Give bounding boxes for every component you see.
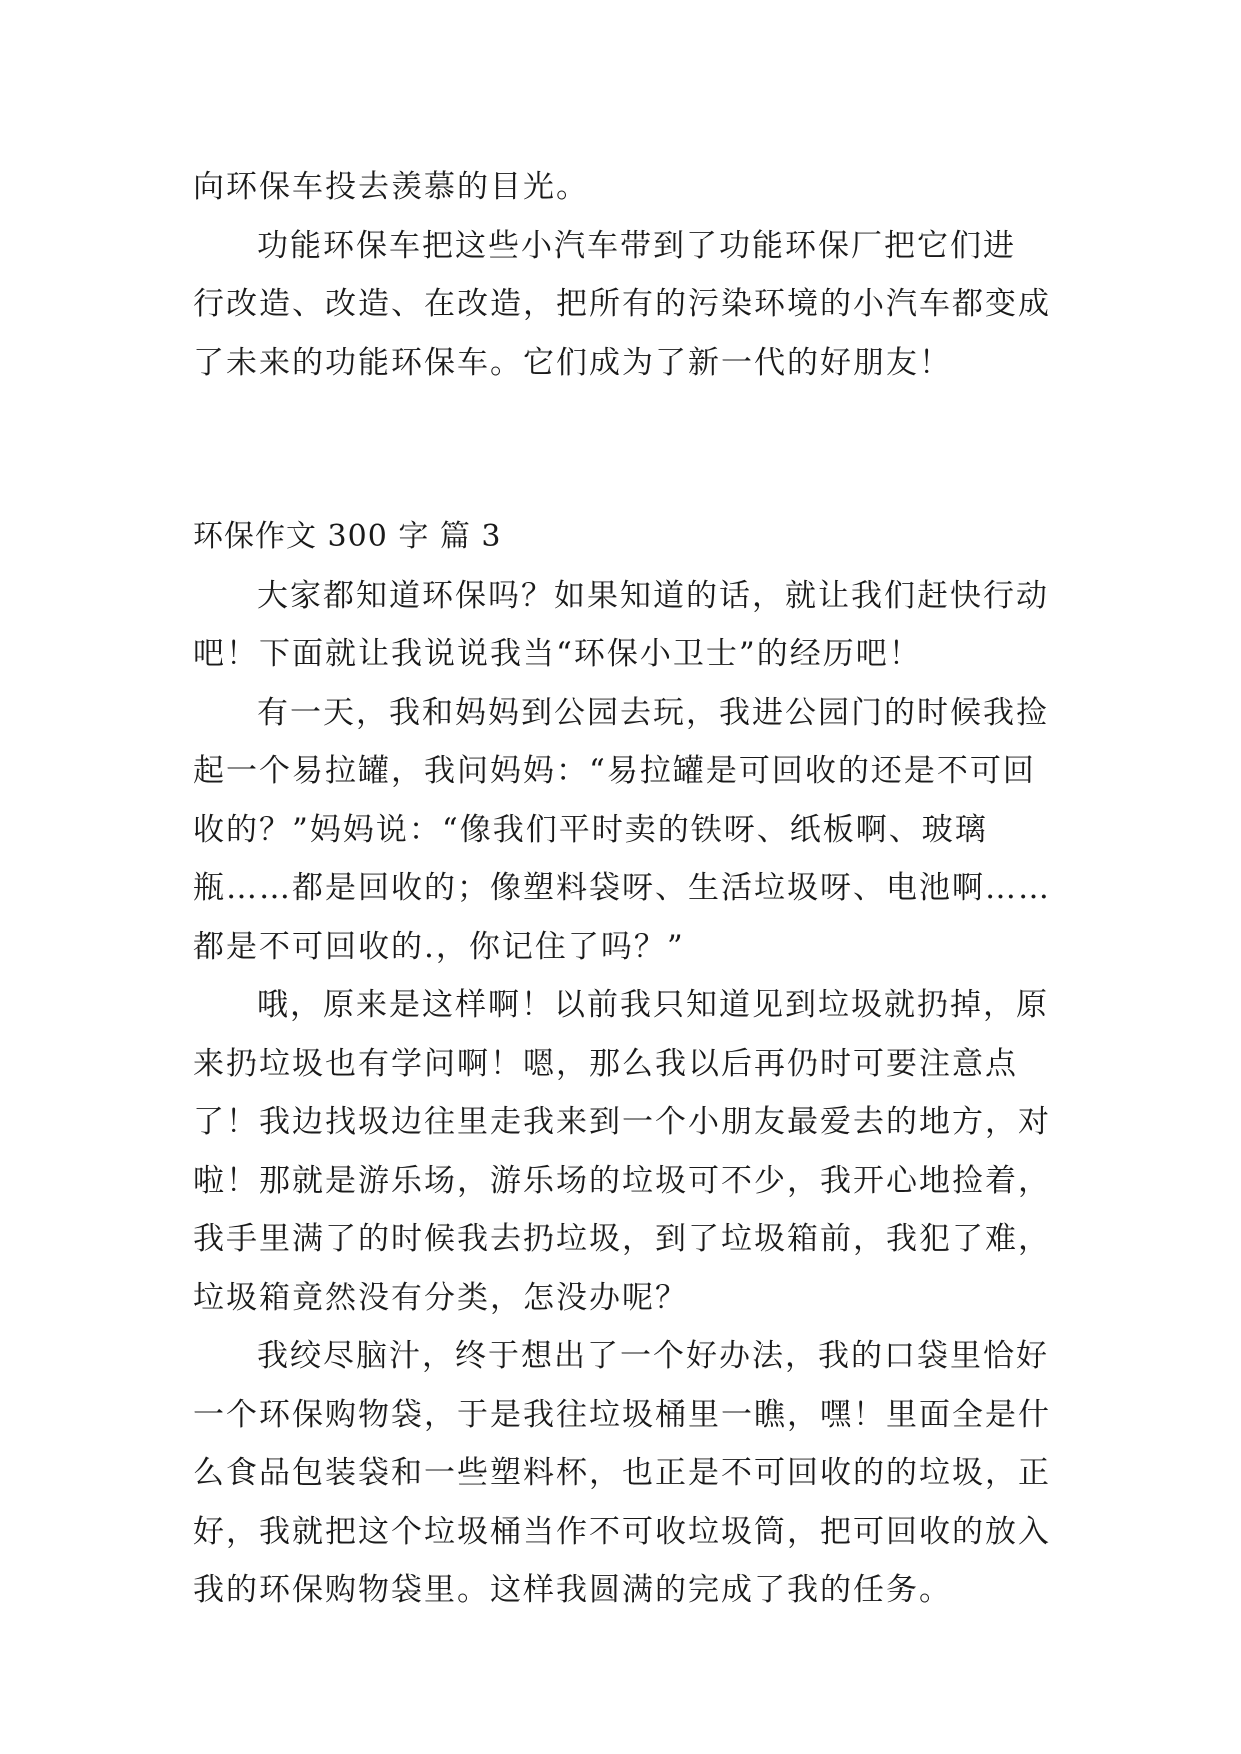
text-line: 来扔垃圾也有学问啊！嗯，那么我以后再仍时可要注意点 xyxy=(193,1045,1018,1082)
text-line: 了未来的功能环保车。它们成为了新一代的好朋友！ xyxy=(193,344,952,381)
text-line: 垃圾箱竟然没有分类，怎没办呢？ xyxy=(193,1279,688,1316)
text-line: 功能环保车把这些小汽车带到了功能环保厂把它们进 xyxy=(257,227,1016,264)
text-line: 么食品包装袋和一些塑料杯，也正是不可回收的的垃圾，正 xyxy=(193,1455,1051,1491)
text-line: 了！我边找圾边往里走我来到一个小朋友最爱去的地方，对 xyxy=(193,1104,1051,1140)
text-line: 好，我就把这个垃圾桶当作不可收垃圾筒，把可回收的放入 xyxy=(193,1513,1051,1550)
section-gap xyxy=(193,392,1053,508)
text-line: 行改造、改造、在改造，把所有的污染环境的小汽车都变成 xyxy=(193,286,1051,322)
text-line: 有一天，我和妈妈到公园去玩，我进公园门的时候我捡 xyxy=(257,694,1049,731)
text-line: 一个环保购物袋，于是我往垃圾桶里一瞧，嘿！里面全是什 xyxy=(193,1396,1051,1433)
text-line: 向环保车投去羡慕的目光。 xyxy=(193,169,589,205)
document-page xyxy=(193,158,1053,1620)
text-line: 吧！下面就让我说说我当“环保小卫士”的经历吧！ xyxy=(193,636,922,672)
text-line: 啦！那就是游乐场，游乐场的垃圾可不少，我开心地捡着， xyxy=(193,1162,1051,1199)
text-line: 我手里满了的时候我去扔垃圾，到了垃圾箱前，我犯了难， xyxy=(193,1221,1051,1257)
text-line: 我绞尽脑汁，终于想出了一个好办法，我的口袋里恰好 xyxy=(257,1338,1049,1374)
text-line: 我的环保购物袋里。这样我圆满的完成了我的任务。 xyxy=(193,1572,952,1608)
text-line: 起一个易拉罐，我问妈妈：“易拉罐是可回收的还是不可回 xyxy=(193,753,1036,789)
text-line: 哦，原来是这样啊！以前我只知道见到垃圾就扔掉，原 xyxy=(257,987,1049,1023)
text-line: 收的？”妈妈说：“像我们平时卖的铁呀、纸板啊、玻璃 xyxy=(193,811,988,848)
text-line: 大家都知道环保吗？如果知道的话，就让我们赶快行动 xyxy=(257,577,1049,614)
section-title: 环保作文 300 字 篇 3 xyxy=(193,519,502,554)
text-line: 都是不可回收的.，你记住了吗？” xyxy=(193,928,685,965)
text-line: 瓶……都是回收的；像塑料袋呀、生活垃圾呀、电池啊…… xyxy=(193,870,1051,906)
